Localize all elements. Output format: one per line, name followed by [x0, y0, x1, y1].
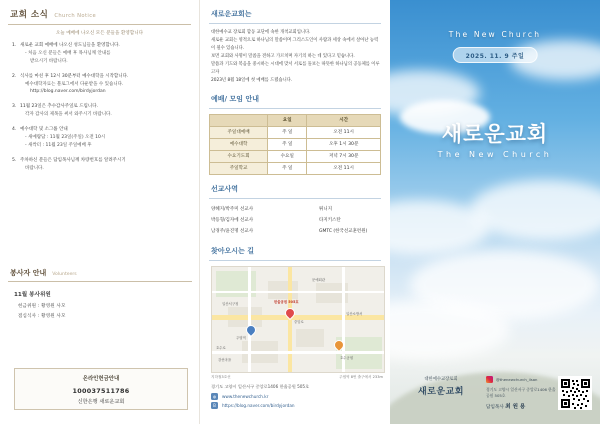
left-column — [0, 0, 200, 424]
instagram-handle[interactable] — [486, 376, 556, 385]
intro-line: 말씀과 기도와 복음을 중시하는 시대에 맞서 서로를 돌보는 따뜻한 하나님의 공동체를 이루고자 — [211, 61, 380, 75]
instagram-icon — [486, 376, 493, 383]
notice-number: 5. — [12, 157, 17, 163]
notice-item — [12, 42, 189, 66]
mission-divider — [209, 198, 381, 199]
notice-subtext: 바랍니다. — [25, 165, 44, 171]
worship-section-title: 예배/ 모임 안내 — [211, 94, 260, 103]
notice-item — [12, 157, 189, 173]
map-footer-right: 주엽역 8번 출구에서 233m — [339, 374, 383, 379]
notice-number: 4. — [12, 127, 17, 132]
map-footer — [211, 375, 383, 380]
cover-church-title: The New Church — [448, 30, 542, 39]
notice-subtext: - 새예람담 : 11월 23일(주일) 오전 10시 — [25, 134, 106, 140]
map-label: 일산서구청 — [222, 301, 239, 306]
volunteer-title-ko: 봉사자 안내 — [10, 269, 47, 277]
church-notice-header — [0, 0, 199, 22]
notice-text: 주차하신 분들은 담임목사님께 차량번호를 알려주시기 — [20, 157, 126, 163]
globe-icon: ◍ — [212, 393, 217, 399]
offering-title: 온라인헌금안내 — [82, 375, 120, 382]
missionary-name: 남경주/윤진명 선교사 — [211, 229, 254, 235]
offering-bank-name: 신한은행 새로운교회 — [77, 398, 125, 405]
intro-line: 새로운 교회는 영적으로 하나님의 말씀이며 그리스도인이 사람과 세상 속에서 살아난 능력이 될수 있습니다. — [211, 37, 379, 51]
map-label: 호수공원 — [340, 355, 354, 360]
cover-footer — [390, 374, 600, 418]
directions-divider — [209, 260, 381, 261]
instagram-text: @thenewchurch_ilsan — [496, 377, 538, 383]
pastor-line — [486, 403, 556, 413]
mission-row — [209, 215, 381, 226]
mission-row — [209, 226, 381, 237]
map-label: 호수로 — [216, 345, 226, 350]
online-offering-box — [14, 368, 188, 410]
missionary-field: GMTC (한국선교훈련원) — [319, 229, 368, 235]
notice-text: 식사를 마친 후 12시 30분부터 예수대학을 시작합니다. — [20, 73, 129, 79]
qr-code[interactable] — [558, 376, 592, 410]
map-label: 문예회관 — [312, 277, 326, 282]
intro-line: 대한예수교 장로회 합동 교단에 속한 개척교회입니다. — [211, 30, 311, 35]
table-row — [210, 150, 381, 162]
worship-time: 오전 11시 — [307, 162, 381, 174]
notice-subtext: - 처음 오신 분들은 예배 후 목사님께 안내를 — [25, 50, 111, 56]
notice-text: 새로운 교회 예배에 나오신 성도님들을 환영합니다. — [20, 43, 120, 48]
website-link[interactable] — [211, 393, 381, 400]
blog-link[interactable] — [211, 402, 381, 409]
missionary-name: 박등형/김자에 선교사 — [211, 218, 254, 224]
worship-label: 주일대예배 — [210, 126, 268, 138]
worship-time: 저녁 7시 30분 — [307, 150, 381, 162]
table-row — [210, 138, 381, 150]
map-label-church: 한울공원 505호 — [274, 299, 299, 304]
notice-item — [12, 103, 189, 119]
notice-subtext: 받으시기 바랍니다. — [30, 58, 68, 64]
worship-day: 수요일 — [268, 150, 307, 162]
table-row — [210, 126, 381, 138]
cover-brand-ko: 새로운교회 — [441, 122, 549, 146]
pastor-label: 담임목사 — [486, 404, 504, 410]
footer-address: 경기도 고양시 일산서구 중앙로1406 한울공원 505호 — [486, 387, 556, 399]
worship-label: 예수대학 — [210, 138, 268, 150]
map-footer-left: 지하철3호선 — [211, 374, 231, 379]
directions-section-title: 찾아오시는 길 — [211, 246, 255, 255]
notice-number: 3. — [12, 104, 17, 110]
notice-item — [12, 126, 189, 150]
worship-col-blank — [210, 114, 268, 126]
table-header-row — [210, 114, 381, 126]
welcome-greeting: 오늘 예배에 나오신 모든 분들을 환영합니다 — [55, 31, 144, 36]
notice-text: 예수대학 및 소그룹 안내 — [20, 127, 68, 132]
missionary-field: 튀니지 — [319, 207, 333, 213]
mission-list — [209, 204, 381, 237]
volunteer-month-title: 11월 봉사위원 — [14, 292, 51, 298]
volunteer-header — [0, 268, 200, 280]
intro-paragraphs — [209, 29, 381, 85]
intro-line: 보면 교회와 사명이 말씀을 전하고 가르치며 자기의 하는 데 있다고 믿습니다. — [211, 53, 355, 59]
notice-title-ko: 교회 소식 — [10, 10, 49, 20]
cover-date-badge: 2025. 11. 9 주일 — [453, 47, 538, 63]
worship-day: 주 일 — [268, 162, 307, 174]
worship-divider — [209, 108, 381, 109]
notice-divider — [8, 24, 191, 25]
mission-section-title: 선교사역 — [211, 184, 239, 193]
map-label: 일산소방서 — [346, 311, 363, 316]
denomination-name: 대한예수교장로회 — [424, 377, 458, 382]
volunteer-title-en: Volunteers — [52, 272, 77, 277]
notice-title-en: Church Notice — [54, 13, 97, 19]
notice-item — [12, 73, 189, 97]
worship-day: 주 일 — [268, 126, 307, 138]
website-url: www.thenewchurch.kr — [222, 393, 269, 399]
church-links — [211, 393, 381, 410]
church-address: 경기도 고양시 일산서구 중앙로1406 한울공원 505호 — [211, 383, 310, 389]
map-label: 강선마을 — [218, 357, 232, 362]
intro-section-title: 새로운교회는 — [211, 10, 252, 18]
blog-icon: B — [211, 402, 218, 409]
map-label: 중앙로 — [294, 319, 304, 324]
notice-text: 11월 23일은 추수감사주일로 드립니다. — [20, 104, 99, 110]
notice-subtext: 예수대학자료는 블로그에서 다운받을 수 있습니다. — [25, 81, 124, 87]
table-row — [210, 162, 381, 174]
missionary-field: 타지키스탄 — [319, 218, 341, 224]
notice-subtext: 각자 감사의 제목을 써서 와주시기 바랍니다. — [25, 112, 112, 118]
offering-account-number: 100037511786 — [72, 386, 130, 395]
worship-schedule-table — [209, 114, 381, 175]
notice-number: 2. — [12, 73, 17, 79]
missionary-name: 양혜지/박주미 선교사 — [211, 207, 254, 213]
location-map[interactable] — [211, 266, 385, 373]
qr-code-graphic — [560, 378, 591, 409]
middle-column — [200, 0, 390, 424]
pastor-name: 최 원 용 — [505, 403, 526, 410]
intro-line: 2023년 8월 18일에 첫 예배를 드렸습니다. — [211, 77, 293, 83]
mission-row — [209, 204, 381, 215]
volunteer-section — [0, 268, 200, 321]
footer-brand-ko: 새로운교회 — [418, 387, 464, 397]
volunteer-line: 점심식사 : 황영원 사모 — [18, 314, 66, 319]
volunteer-line: 헌금위원 : 황영원 사모 — [18, 304, 66, 309]
cover-brand-en: The New Church — [437, 150, 553, 159]
worship-label: 주일학교 — [210, 162, 268, 174]
intro-divider — [209, 23, 381, 24]
worship-col-time: 시간 — [307, 114, 381, 126]
blog-url: https://blog.naver.com/birdyjordan — [222, 403, 295, 409]
notice-list — [0, 42, 199, 172]
notice-blog-link[interactable]: http://blog.naver.com/birdyjordan — [30, 89, 106, 95]
worship-day: 주 일 — [268, 138, 307, 150]
map-label: 주엽역 — [236, 335, 246, 340]
worship-time: 오전 11시 — [307, 126, 381, 138]
footer-brand-block — [402, 376, 480, 397]
cover-photo-panel — [390, 0, 600, 424]
worship-label: 수요기도회 — [210, 150, 268, 162]
worship-col-day: 요일 — [268, 114, 307, 126]
footer-contact-block — [486, 376, 556, 412]
worship-time: 오후 1시 30분 — [307, 138, 381, 150]
notice-number: 1. — [12, 43, 17, 48]
notice-subtext: - 새싹터 : 11월 23일 주일예배 후 — [25, 142, 92, 148]
volunteer-divider — [8, 281, 192, 282]
